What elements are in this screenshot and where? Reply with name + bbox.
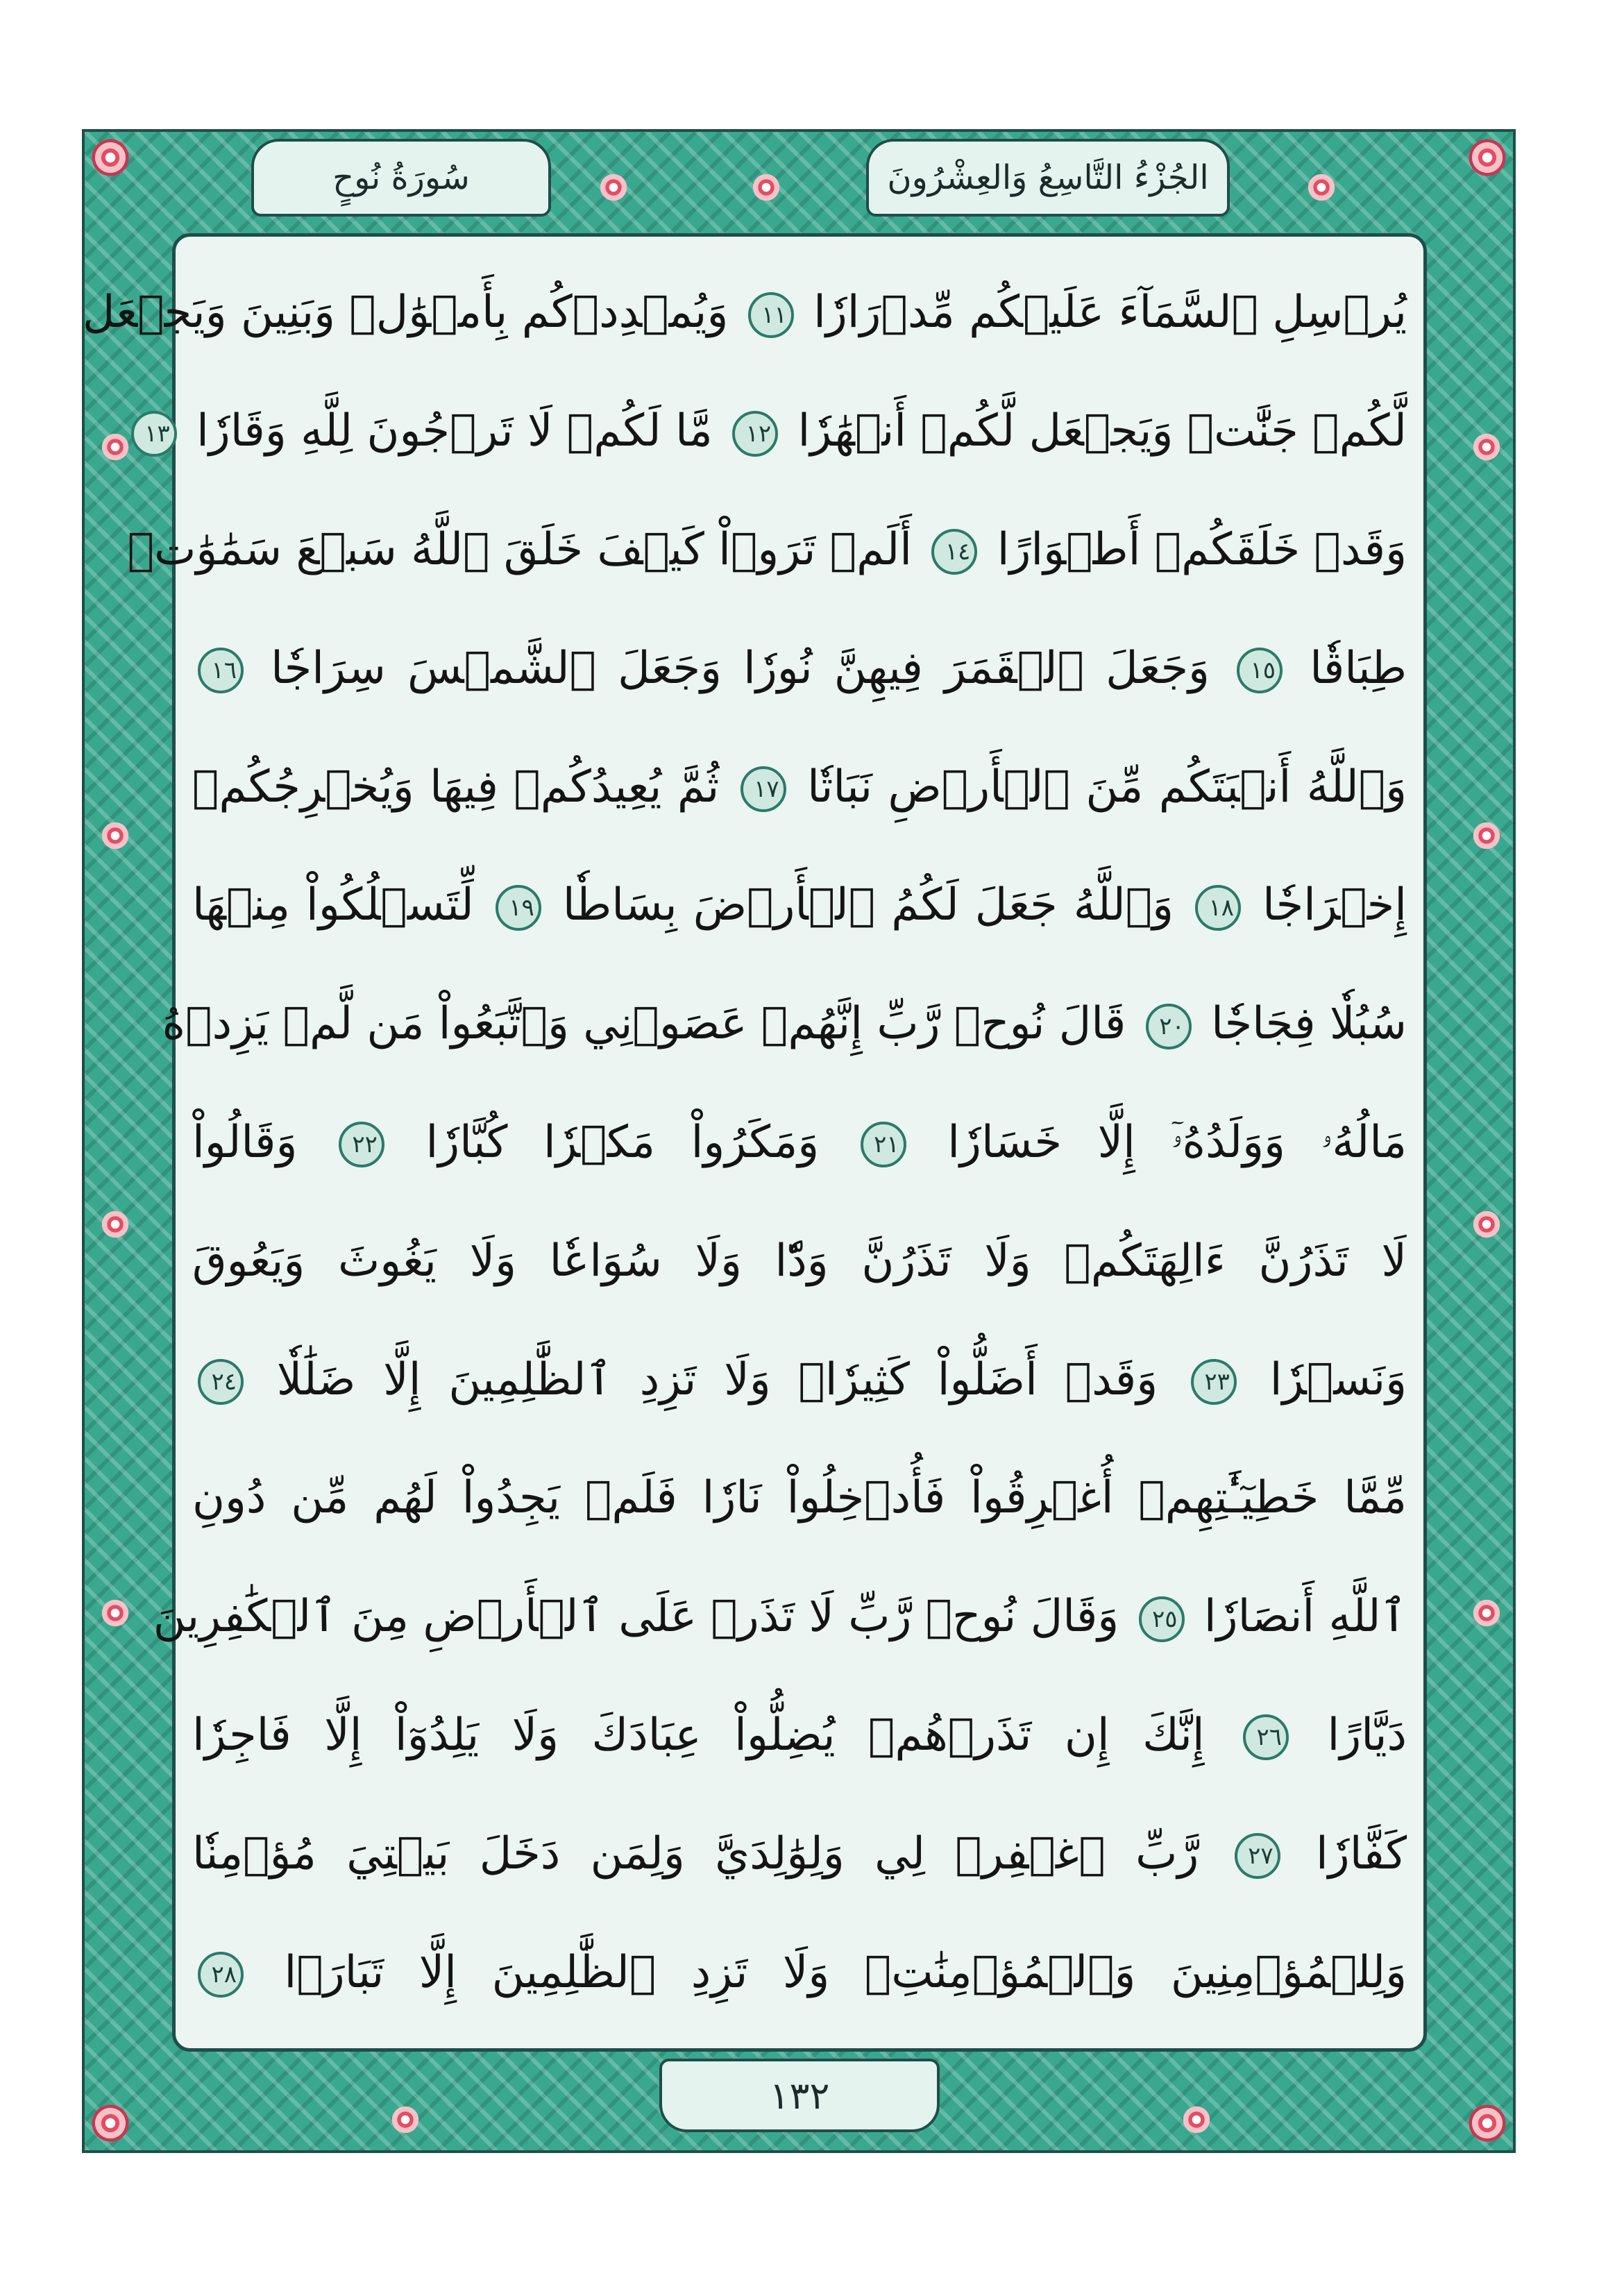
text-line xyxy=(192,730,1407,844)
verse-text: رَّبِّ ٱغۡفِرۡ لِي وَلِوَٰلِدَيَّ وَلِمَن دَخَلَ بَيۡتِيَ مُؤۡمِنٗا xyxy=(192,1827,1199,1880)
border-rosette-ornament xyxy=(1470,1596,1503,1630)
ayah-number-marker: ٢٨ xyxy=(198,1952,244,1998)
text-line xyxy=(192,1678,1407,1792)
verse-text: وَقَالُواْ xyxy=(192,1116,298,1168)
ayah-number-marker: ٢٢ xyxy=(339,1122,384,1167)
verse-text: مِّمَّا خَطِيٓـَٰٔتِهِمۡ أُغۡرِقُواْ فَأُدۡخِلُواْ نَارٗا فَلَمۡ يَجِدُواْ لَهُم مِّن دُونِ xyxy=(192,1472,1407,1524)
verse-text: وَقَدۡ أَضَلُّواْ كَثِيرٗاۖ وَلَا تَزِدِ ٱلظَّٰلِمِينَ إِلَّا ضَلَٰلٗا xyxy=(276,1353,1158,1406)
verse-text: وَلِلۡمُؤۡمِنِينَ وَٱلۡمُؤۡمِنَٰتِۖ وَلَا تَزِدِ ٱلظَّٰلِمِينَ إِلَّا تَبَارَۢا xyxy=(284,1946,1407,1998)
ayah-number-marker: ١٩ xyxy=(496,885,541,931)
ayah-number-marker: ١٧ xyxy=(741,766,786,812)
text-line xyxy=(192,1797,1407,1911)
border-rosette-ornament xyxy=(1470,1208,1503,1241)
page-number: ١٣٢ xyxy=(659,2059,940,2132)
border-rosette-ornament xyxy=(597,171,630,204)
ayah-number-marker: ٢٥ xyxy=(1139,1596,1185,1642)
ayah-number-marker: ٢٠ xyxy=(1146,1004,1192,1049)
verse-text: يُرۡسِلِ ٱلسَّمَآءَ عَلَيۡكُم مِّدۡرَارٗا xyxy=(813,287,1407,339)
verse-text: وَقَالَ نُوحٞ رَّبِّ لَا تَذَرۡ عَلَى ٱلۡأَرۡضِ مِنَ ٱلۡكَٰفِرِينَ xyxy=(153,1591,1119,1643)
text-line xyxy=(127,493,1407,607)
verse-text: قَالَ نُوحٞ رَّبِّ إِنَّهُمۡ عَصَوۡنِي وَٱتَّبَعُواْ مَن لَّمۡ يَزِدۡهُ xyxy=(162,998,1126,1050)
text-line xyxy=(82,255,1407,369)
text-line xyxy=(192,1204,1407,1318)
verse-text: وَقَدۡ خَلَقَكُمۡ أَطۡوَارًا xyxy=(997,523,1407,575)
border-rosette-ornament xyxy=(99,1208,132,1241)
verse-text: لِّتَسۡلُكُواْ مِنۡهَا xyxy=(192,879,474,931)
border-rosette-ornament xyxy=(1470,819,1503,852)
border-rosette-ornament xyxy=(1305,171,1338,204)
verse-text: أَلَمۡ تَرَوۡاْ كَيۡفَ خَلَقَ ٱللَّهُ سَبۡعَ سَمَٰوَٰتٖ xyxy=(127,523,912,575)
verse-text: طِبَاقٗا xyxy=(1310,642,1407,694)
ayah-number-marker: ٢٦ xyxy=(1243,1714,1289,1760)
verse-text: إِنَّكَ إِن تَذَرۡهُمۡ يُضِلُّواْ عِبَادَكَ وَلَا يَلِدُوٓاْ إِلَّا فَاجِرٗا xyxy=(192,1709,1205,1761)
verse-text: وَٱللَّهُ جَعَلَ لَكُمُ ٱلۡأَرۡضَ بِسَاطٗا xyxy=(562,879,1174,931)
border-rosette-ornament xyxy=(1470,430,1503,464)
text-line xyxy=(192,611,1407,725)
text-line xyxy=(192,848,1407,962)
verse-text: سُبُلٗا فِجَاجٗا xyxy=(1211,998,1407,1050)
ayah-number-marker: ١٤ xyxy=(931,529,977,575)
quran-text-panel xyxy=(82,233,1427,2052)
border-rosette-ornament xyxy=(750,171,783,204)
ayah-number-marker: ١٨ xyxy=(1195,885,1241,931)
verse-text: وَمَكَرُواْ مَكۡرٗا كُبَّارٗا xyxy=(425,1116,820,1168)
juz-title: الجُزْءُ التَّاسِعُ وَالعِشْرُونَ xyxy=(866,139,1230,217)
text-line xyxy=(192,1441,1407,1555)
verse-text: وَٱللَّهُ أَنۢبَتَكُم مِّنَ ٱلۡأَرۡضِ نَبَاتٗا xyxy=(807,761,1407,813)
verse-text: مَالُهُۥ وَوَلَدُهُۥٓ إِلَّا خَسَارٗا xyxy=(947,1116,1407,1168)
ayah-number-marker: ١٥ xyxy=(1237,648,1283,693)
verse-text: مَّا لَكُمۡ لَا تَرۡجُونَ لِلَّهِ وَقَارٗا xyxy=(196,405,713,457)
text-line xyxy=(162,967,1407,1081)
verse-text: دَيَّارًا xyxy=(1327,1709,1407,1761)
ayah-number-marker: ٢١ xyxy=(861,1122,906,1167)
text-line xyxy=(144,374,1407,488)
ayah-number-marker: ١٦ xyxy=(198,648,244,693)
border-rosette-ornament xyxy=(86,133,135,182)
text-line xyxy=(192,1086,1407,1199)
verse-text: وَجَعَلَ ٱلۡقَمَرَ فِيهِنَّ نُورٗا وَجَعَلَ ٱلشَّمۡسَ سِرَاجٗا xyxy=(271,642,1210,694)
verse-text: كَفَّارٗا xyxy=(1316,1827,1407,1880)
border-rosette-ornament xyxy=(99,819,132,852)
border-rosette-ornament xyxy=(99,1596,132,1630)
border-rosette-ornament xyxy=(1463,2099,1512,2147)
verse-text: وَنَسۡرٗا xyxy=(1269,1353,1407,1406)
text-line xyxy=(192,1916,1407,2029)
verse-text: لَّكُمۡ جَنَّٰتٖ وَيَجۡعَل لَّكُمۡ أَنۡهَٰرٗا xyxy=(797,405,1407,457)
verse-text: ثُمَّ يُعِيدُكُمۡ فِيهَا وَيُخۡرِجُكُمۡ xyxy=(192,761,720,813)
verse-text: لَا تَذَرُنَّ ءَالِهَتَكُمۡ وَلَا تَذَرُنَّ وَدّٗا وَلَا سُوَاعٗا وَلَا يَغُوثَ وَيَعُوقَ xyxy=(192,1235,1407,1287)
ayah-number-marker: ٢٧ xyxy=(1235,1833,1280,1879)
verse-text: ٱللَّهِ أَنصَارٗا xyxy=(1203,1591,1407,1643)
verse-text: إِخۡرَاجٗا xyxy=(1262,879,1407,931)
text-line xyxy=(153,1560,1407,1673)
surah-title: سُورَةُ نُوحٍ xyxy=(251,139,551,217)
ayah-number-marker: ١٢ xyxy=(732,411,778,457)
border-rosette-ornament xyxy=(1463,133,1512,182)
ayah-number-marker: ١٣ xyxy=(131,411,177,457)
ayah-number-marker: ٢٣ xyxy=(1191,1359,1237,1405)
border-rosette-ornament xyxy=(389,2103,422,2136)
verse-text: وَيُمۡدِدۡكُم بِأَمۡوَٰلٖ وَبَنِينَ وَيَجۡعَل xyxy=(82,287,729,339)
ayah-number-marker: ١١ xyxy=(748,292,794,338)
text-line xyxy=(192,1323,1407,1437)
ayah-number-marker: ٢٤ xyxy=(198,1359,244,1405)
border-rosette-ornament xyxy=(86,2099,135,2147)
border-rosette-ornament xyxy=(1180,2103,1213,2136)
